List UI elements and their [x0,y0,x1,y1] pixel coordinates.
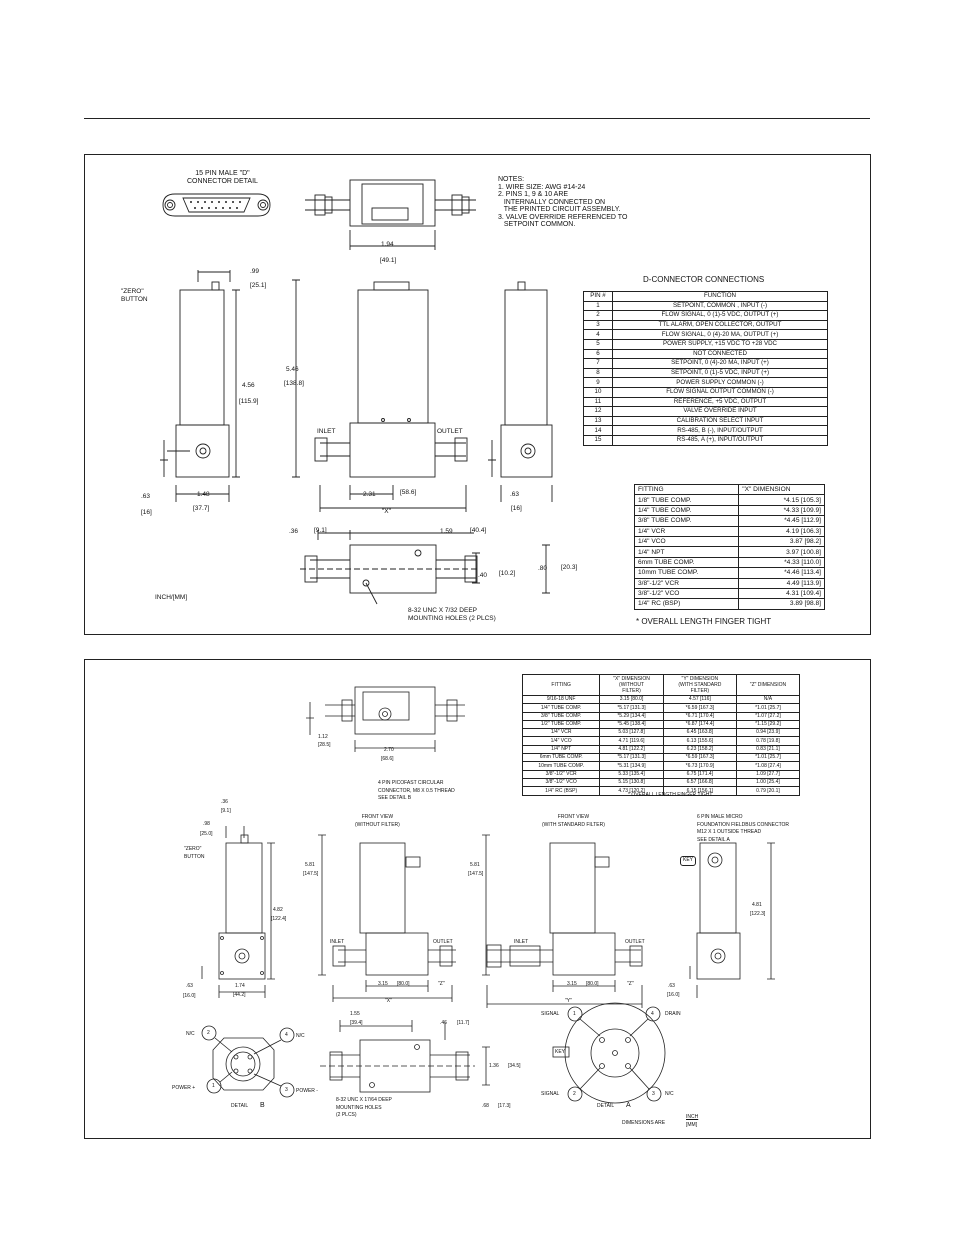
table-cell: 1/4" TUBE COMP. [635,505,739,515]
table-cell: 1/4" RC (BSP) [523,787,600,795]
dim-label: 2.70 [384,747,394,753]
d-connector-detail [163,194,270,216]
table-cell: 7 [584,359,613,369]
dim-label-mm: [9.1] [314,527,327,534]
pin-number: 4 [285,1032,288,1038]
pin-number: 2 [207,1030,210,1036]
detail-a-key: KEY [555,1049,566,1055]
pin-number: 3 [652,1091,655,1097]
zero-button-label: "ZERO" BUTTON [121,288,148,303]
dim-label-mm: [10.2] [499,570,516,577]
table-cell: 10mm TUBE COMP. [523,762,600,770]
detail-a-signal-bottom: SIGNAL [541,1091,560,1097]
table-cell: FLOW SIGNAL, 0 (4)-20 MA, OUTPUT (+) [613,330,828,340]
dim-label-mm: [16.0] [183,993,196,999]
table-cell: 6.57 [166.8] [663,778,736,786]
dim-label: "Z" [627,981,634,987]
table-cell: SETPOINT, 0 (1)-5 VDC, INPUT (+) [613,368,828,378]
table-cell: 0.79 [20.1] [736,787,799,795]
detail-b-power-plus: POWER + [172,1085,196,1091]
table-cell: 1 [584,301,613,311]
dim-label: 2.31 [363,491,376,498]
bottom-view [300,530,550,604]
table-header: "X" DIMENSION [739,485,825,495]
mounting-holes-note-p2: 8-32 UNC X 17/64 DEEP MOUNTING HOLES (2 PLCS) [336,1097,392,1118]
dim-label-mm: [39.4] [350,1020,363,1026]
table-cell: 9 [584,378,613,388]
dim-label: 5.46 [286,366,299,373]
dim-label-mm: [37.7] [193,505,210,512]
table-cell: 3.15 [80.0] [600,696,663,704]
table-cell: 4.71 [119.6] [600,737,663,745]
table-row [635,568,825,578]
table-row [635,588,825,598]
table-cell: 8 [584,368,613,378]
table-cell: RS-485, B (-), INPUT/OUTPUT [613,426,828,436]
mounting-holes-note: 8-32 UNC X 7/32 DEEP MOUNTING HOLES (2 PLCS) [408,607,496,622]
detail-b-nc-left: N/C [186,1031,195,1037]
front-view-filter-label: FRONT VIEW (WITH STANDARD FILTER) [542,814,605,828]
table-cell: SETPOINT, 0 (4)-20 MA, INPUT (+) [613,359,828,369]
table-row [523,729,800,737]
table-cell: 4.57 [116] [663,696,736,704]
table-cell: 1/4" NPT [635,547,739,557]
table-cell: 3/8" TUBE COMP. [523,712,600,720]
pin-number: 1 [573,1011,576,1017]
dim-label: 1.48 [197,491,210,498]
dim-label: 4.82 [273,907,283,913]
dim-label: .63 [186,983,193,989]
table-row [584,387,828,397]
table-header: "X" DIMENSION (WITHOUT FILTER) [600,675,663,696]
pin-number: 3 [285,1087,288,1093]
dim-label-mm: [49.1] [380,257,397,264]
table-cell: 6.23 [158.2] [663,745,736,753]
table-cell: *4.33 [110.0] [739,557,825,567]
dim-label-mm: [147.5] [468,871,484,877]
dim-label: 1.94 [381,241,394,248]
table-cell: *6.71 [170.4] [663,712,736,720]
detail-b-nc-right: N/C [296,1033,305,1039]
table-cell: 3/8"-1/2" VCR [635,578,739,588]
dim-label-mm: [40.4] [470,527,487,534]
table-cell: 4.81 [122.2] [600,745,663,753]
table-cell: 1.09 [27.7] [736,770,799,778]
dim-label-mm: [115.9] [239,398,259,405]
table-cell: 10 [584,387,613,397]
dim-label: 1.74 [235,983,245,989]
table-cell: N/A [736,696,799,704]
table-cell: RS-485, A (+), INPUT/OUTPUT [613,435,828,445]
table-cell: *5.17 [131.3] [600,704,663,712]
table-cell: SETPOINT, COMMON , INPUT (-) [613,301,828,311]
table-cell: *6.87 [174.4] [663,720,736,728]
table-cell: 3.87 [98.2] [739,536,825,546]
key-label: KEY [680,856,696,866]
detail-a-drain: DRAIN [665,1011,681,1017]
dim-label: .99 [250,268,260,275]
table-row [635,526,825,536]
fitting-note-p2: * OVERALL LENGTH FINGER TIGHT [628,792,713,798]
dims-are-label: DIMENSIONS ARE [622,1120,666,1126]
table-cell: TTL ALARM, OPEN COLLECTOR, OUTPUT [613,320,828,330]
front-view-nofilter-label: FRONT VIEW (WITHOUT FILTER) [355,814,400,828]
units-label: INCH/[MM] [155,594,188,601]
table-cell: *1.15 [29.2] [736,720,799,728]
table-cell: 0.78 [19.8] [736,737,799,745]
dim-label-mm: [138.8] [284,380,304,387]
table-row [635,557,825,567]
table-row [584,426,828,436]
zero-button-label-p2: "ZERO" BUTTON [184,846,205,860]
dim-label: "X" [382,508,391,515]
table-cell: *5.45 [138.4] [600,720,663,728]
notes-block: NOTES: 1. WIRE SIZE: AWG #14-24 2. PINS 1, 9 & 10 ARE INTERNALLY CONNECTED ON THE PRINTED CIRCUIT ASSEMBLY. 3. VALVE OVERRIDE REFERENCED TO SETPOINT COMMON. [498,176,628,228]
side-view-right [488,282,552,502]
table-cell: 3/8"-1/2" VCO [523,778,600,786]
table-row [635,599,825,609]
detail-a-caption: DETAIL [597,1103,615,1109]
table-row [523,762,800,770]
dim-label: .36 [221,799,228,805]
table-cell: *1.08 [27.4] [736,762,799,770]
dim-label: 5.81 [305,862,315,868]
table-cell: 1/4" VCR [635,526,739,536]
detail-b-caption: DETAIL [231,1103,249,1109]
table-row [584,339,828,349]
picofast-note: 4 PIN PICOFAST CIRCULAR CONNECTOR, M8 X 0.5 THREAD SEE DETAIL B [378,780,455,801]
outlet-label: OUTLET [433,939,453,945]
inlet-label: INLET [330,939,345,945]
table-cell: VALVE OVERRIDE INPUT [613,407,828,417]
dim-label-mm: [34.5] [508,1063,521,1069]
table-cell: *5.17 [131.3] [600,754,663,762]
table-row [584,435,828,445]
dim-label-mm: [68.6] [381,756,394,762]
table-row [584,378,828,388]
dim-label-mm: [11.7] [457,1020,470,1026]
dim-label: .36 [289,528,299,535]
table-cell: 12 [584,407,613,417]
inlet-label: INLET [514,939,529,945]
side-view-left [160,270,240,502]
dim-label: "Z" [438,981,445,987]
mm-label: [MM] [686,1122,698,1128]
dim-label: 5.81 [470,862,480,868]
table-cell: 1/4" TUBE COMP. [523,704,600,712]
dim-label: .80 [538,565,548,572]
table-cell: 5.33 [135.4] [600,770,663,778]
table-row [584,359,828,369]
table-row [523,778,800,786]
dim-label: .63 [141,493,151,500]
table-cell: 6 [584,349,613,359]
table-cell: 3/8" TUBE COMP. [635,516,739,526]
table-row [635,516,825,526]
table-cell: 1.00 [25.4] [736,778,799,786]
table-cell: *4.45 [112.9] [739,516,825,526]
table-row [584,416,828,426]
table-cell: 3/8"-1/2" VCR [523,770,600,778]
top-view-body [305,180,476,250]
dim-label: 1.59 [440,528,453,535]
table-cell: 11 [584,397,613,407]
table-cell: 4.49 [113.9] [739,578,825,588]
table-cell: POWER SUPPLY, +15 VDC TO +28 VDC [613,339,828,349]
dim-label-mm: [16] [511,505,522,512]
detail-a-nc: N/C [665,1091,674,1097]
table-cell: 15 [584,435,613,445]
table-cell: POWER SUPPLY COMMON (-) [613,378,828,388]
table-row [635,505,825,515]
table-cell: 4.19 [106.3] [739,526,825,536]
table-row [523,720,800,728]
dim-label-mm: [16] [141,509,152,516]
inlet-label: INLET [317,428,336,435]
table-cell: 3.97 [100.8] [739,547,825,557]
table-cell: *6.73 [170.9] [663,762,736,770]
dim-label-mm: [28.5] [318,742,331,748]
table-row [635,578,825,588]
dim-label: .63 [668,983,675,989]
table-cell: 10mm TUBE COMP. [635,568,739,578]
dconn-title: D-CONNECTOR CONNECTIONS [643,275,765,284]
dim-label-mm: [122.4] [271,916,287,922]
table-cell: 1/4" NPT [523,745,600,753]
table-cell: 5 [584,339,613,349]
table-row [523,696,800,704]
dconn-table [583,291,828,446]
table-header: PIN # [584,292,613,302]
front-view-center [292,280,467,512]
table-row [584,330,828,340]
fieldbus-note: 6 PIN MALE MICRO FOUNDATION FIELDBUS CONNECTOR M12 X 1 OUTSIDE THREAD SEE DETAIL A [697,814,790,843]
inch-label: INCH [686,1114,699,1120]
table-cell: 6mm TUBE COMP. [523,754,600,762]
table-row [523,712,800,720]
table-row [584,407,828,417]
table-cell: *4.33 [109.9] [739,505,825,515]
table-cell: *4.15 [105.3] [739,495,825,505]
dim-label-mm: [25.0] [200,831,213,837]
table-row [523,704,800,712]
table-cell: FLOW SIGNAL, 0 (1)-5 VDC, OUTPUT (+) [613,311,828,321]
table-cell: *5.31 [134.9] [600,762,663,770]
table-row [523,770,800,778]
dim-label-mm: [17.3] [498,1103,511,1109]
table-cell: 0.83 [21.1] [736,745,799,753]
dim-label: .63 [510,491,520,498]
dim-label: .98 [203,821,210,827]
dim-label-mm: [80.0] [397,981,410,987]
table-row [635,547,825,557]
table-row [523,737,800,745]
table-cell: 13 [584,416,613,426]
table-cell: NOT CONNECTED [613,349,828,359]
table-row [584,320,828,330]
table-cell: 1/4" VCO [523,737,600,745]
table-cell: 4.73 [120.2] [600,787,663,795]
connector-detail-title: 15 PIN MALE "D" CONNECTOR DETAIL [187,170,258,185]
dim-label-mm: [122.3] [750,911,766,917]
table-header: FUNCTION [613,292,828,302]
detail-b-power-minus: POWER - [296,1088,318,1094]
table-row [635,495,825,505]
dim-label: 3.15 [567,981,577,987]
table-cell: 3.89 [98.8] [739,599,825,609]
dim-label: 1.12 [318,734,328,740]
table-cell: 3 [584,320,613,330]
table-cell: *1.01 [25.7] [736,704,799,712]
dim-label-mm: [16.0] [667,992,680,998]
table-cell: 6mm TUBE COMP. [635,557,739,567]
fitting-note: * OVERALL LENGTH FINGER TIGHT [636,617,772,626]
pin-number: 2 [573,1091,576,1097]
detail-b-letter: B [260,1102,265,1109]
table-header: "Y" DIMENSION (WITH STANDARD FILTER) [663,675,736,696]
pin-number: 1 [212,1083,215,1089]
table-cell: *5.29 [134.4] [600,712,663,720]
dim-label: .46 [440,1020,447,1026]
table-cell: *4.46 [113.4] [739,568,825,578]
dim-label: 1.55 [350,1011,360,1017]
table-cell: 1/2" TUBE COMP. [523,720,600,728]
table-cell: 9/16-18 UNF [523,696,600,704]
table-header: FITTING [635,485,739,495]
table-cell: 4.31 [109.4] [739,588,825,598]
table-row [523,745,800,753]
table-row [523,754,800,762]
dim-label: "Y" [565,998,572,1004]
outlet-label: OUTLET [625,939,645,945]
detail-a-signal-top: SIGNAL [541,1011,560,1017]
table-row [584,368,828,378]
fitting-table-p2 [522,674,800,796]
table-row [584,301,828,311]
pin-number: 4 [651,1011,654,1017]
dim-label: .40 [478,572,488,579]
table-cell: 5.15 [130.8] [600,778,663,786]
dim-label-mm: [147.5] [303,871,319,877]
table-cell: REFERENCE, +5 VDC, OUTPUT [613,397,828,407]
table-cell: 6.15 [156.1] [663,787,736,795]
dim-label-mm: [44.2] [233,992,246,998]
table-cell: 1/8" TUBE COMP. [635,495,739,505]
dim-label: .68 [482,1103,489,1109]
table-cell: 14 [584,426,613,436]
table-row [584,349,828,359]
table-header: "Z" DIMENSION [736,675,799,696]
dim-label-mm: [58.6] [400,489,417,496]
table-cell: *6.59 [167.3] [663,704,736,712]
table-cell: *1.01 [25.7] [736,754,799,762]
table-cell: 6.45 [163.8] [663,729,736,737]
detail-a-letter: A [626,1102,631,1109]
table-cell: CALIBRATION SELECT INPUT [613,416,828,426]
table-row [584,397,828,407]
table-cell: 1/4" VCR [523,729,600,737]
dim-label-mm: [80.0] [586,981,599,987]
dim-label-mm: [9.1] [221,808,231,814]
dim-label: 3.15 [378,981,388,987]
dim-label: 1.36 [489,1063,499,1069]
table-cell: 3/8"-1/2" VCO [635,588,739,598]
table-cell: 6.75 [171.4] [663,770,736,778]
table-cell: 0.94 [23.9] [736,729,799,737]
dim-label-mm: [25.1] [250,282,267,289]
table-cell: 1/4" VCO [635,536,739,546]
table-cell: *6.59 [167.3] [663,754,736,762]
table-row [635,536,825,546]
table-cell: FLOW SIGNAL OUTPUT COMMON (-) [613,387,828,397]
table-cell: 2 [584,311,613,321]
table-header: FITTING [523,675,600,696]
outlet-label: OUTLET [437,428,463,435]
dim-label-mm: [20.3] [561,564,578,571]
dim-label: 4.56 [242,382,255,389]
table-row [584,311,828,321]
table-cell: *1.07 [27.2] [736,712,799,720]
table-cell: 4 [584,330,613,340]
dim-label: 4.81 [752,902,762,908]
fitting-table-p1 [634,484,825,610]
dim-label: "X" [385,998,392,1004]
table-cell: 1/4" RC (BSP) [635,599,739,609]
table-cell: 6.13 [155.6] [663,737,736,745]
table-cell: 5.03 [127.8] [600,729,663,737]
